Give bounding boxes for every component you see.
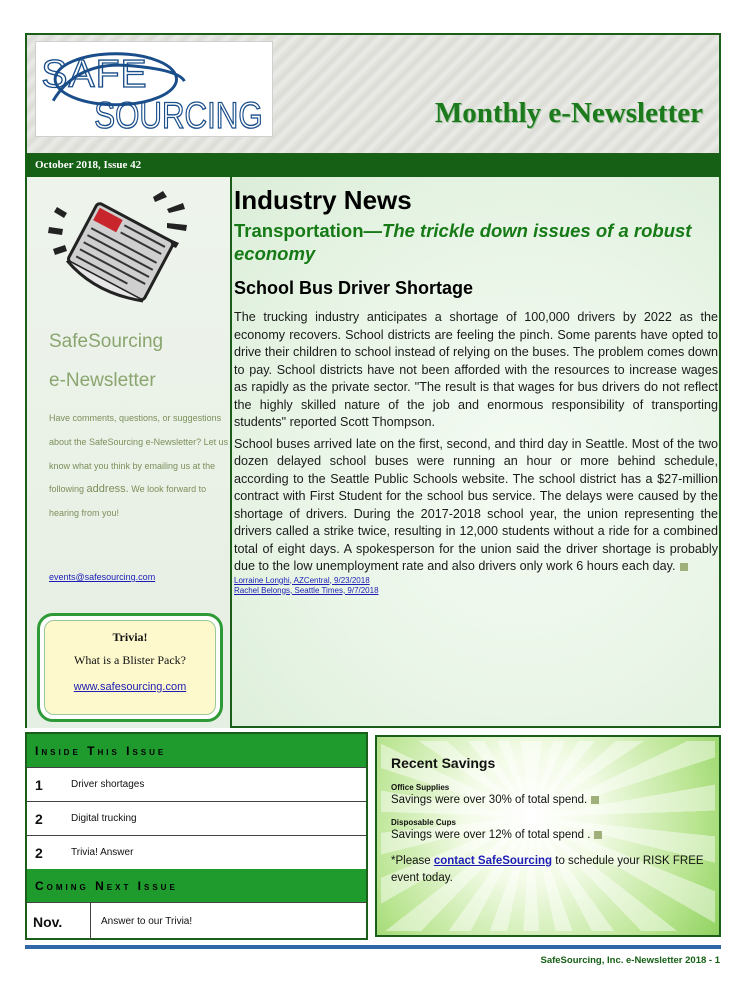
footer-divider [25,945,721,949]
section-title: Industry News [234,185,412,215]
sidebar-body-address: address. [86,483,129,496]
next-month: Nov. [27,903,91,940]
inside-heading: Inside This Issue [27,734,366,767]
savings-value: Savings were over 30% of total spend. [391,794,588,806]
note-suffix: to schedule your RISK FREE event today. [391,855,704,884]
trivia-question: What is a Blister Pack? [74,653,186,667]
coming-next-row [27,902,366,940]
citation-link[interactable]: Lorraine Longhi, AZCentral, 9/23/2018 [234,575,370,585]
savings-line [391,829,705,841]
note-prefix: *Please [391,855,431,867]
industry-news-article [230,177,721,728]
footer-text: SafeSourcing, Inc. e-Newsletter 2018 - 1 [540,955,720,966]
sidebar-body-closing: We look forward to hearing from you! [49,484,207,519]
logo-line1: SAFE [41,53,148,97]
section-subtitle [234,219,718,265]
toc-title: Driver shortages [71,779,145,790]
end-mark-icon [680,563,688,571]
inside-this-issue [25,732,368,940]
toc-row[interactable] [27,767,366,801]
safesourcing-logo [35,41,273,137]
logo-graphic [36,42,272,136]
newsletter-title: Monthly e-Newsletter [434,97,703,129]
trivia-link[interactable]: www.safesourcing.com [73,681,187,693]
next-topic: Answer to our Trivia! [101,916,193,927]
sidebar-title: SafeSourcing [49,331,164,352]
trivia-box [37,613,223,722]
toc-row[interactable] [27,835,366,869]
subtitle-dash: — [363,220,383,241]
toc-page: 2 [35,844,43,861]
toc-page: 1 [35,776,43,793]
sidebar-body [49,407,231,526]
toc-row[interactable] [27,801,366,835]
savings-value: Savings were over 12% of total spend . [391,829,591,841]
sidebar-body-text: Have comments, questions, or suggestions about the SafeSourcing e-Newsletter? Let us know what you think by emailing us at the following [49,413,229,495]
toc-title: Digital trucking [71,813,137,824]
issue-date: October 2018, Issue 42 [25,155,721,177]
sidebar-subtitle: e-Newsletter [49,370,156,391]
toc-page: 2 [35,810,43,827]
savings-title: Recent Savings [391,755,496,771]
trivia-title: Trivia! [112,630,148,644]
sidebar [25,177,230,728]
toc-title: Trivia! Answer [71,847,134,858]
newspaper-icon [41,189,201,311]
contact-email-link[interactable]: events@safesourcing.com [49,572,156,582]
savings-note [391,853,705,887]
recent-savings-box [375,735,721,937]
savings-category: Office Supplies [391,783,450,792]
article-paragraph: The trucking industry anticipates a shortage of 100,000 drivers by 2022 as the economy recovers. School districts are feeling the pinch. Some parents have opted to drive their children to school instead of relying on the buses. The problem comes down to pay. School districts have not been afforded with the resources to increase wages as rapidly as the private sector. "The result is that wages for bus drivers do not reflect the highly skilled nature of the job and enormous responsibility of transporting students" reported Scott Thompson. [234,310,718,429]
logo-line2: SOURCING [94,94,263,137]
subtitle-topic: Transportation [234,220,364,241]
coming-next-heading: Coming Next Issue [27,869,366,902]
article-headline: School Bus Driver Shortage [234,278,474,298]
article-paragraph [234,436,718,576]
savings-line [391,794,705,806]
paragraph-text: School buses arrived late on the first, second, and third day in Seattle. Most of the two dozen delayed school buses were running an hour or more behind schedule, according to the Seattle Public Schools website. The school district has a $27-million contract with First Student for the school bus service. The delays were caused by the shortage of drivers. During the 2017-2018 school year, the union representing the drivers called a strike twice, resulting in 12,000 students without a ride for a combined total of eight days. A spokesperson for the union said the driver shortage is probably due to the low unemployment rate and also drivers only work 6 hours each day. [234,436,718,573]
end-mark-icon [594,831,602,839]
savings-category: Disposable Cups [391,818,456,827]
citation-link[interactable]: Rachel Belongs, Seattle Times, 9/7/2018 [234,585,379,595]
subtitle-tagline: The trickle down issues of a robust economy [234,220,692,264]
end-mark-icon [591,796,599,804]
contact-link[interactable]: contact SafeSourcing [433,855,553,867]
masthead [25,33,721,155]
